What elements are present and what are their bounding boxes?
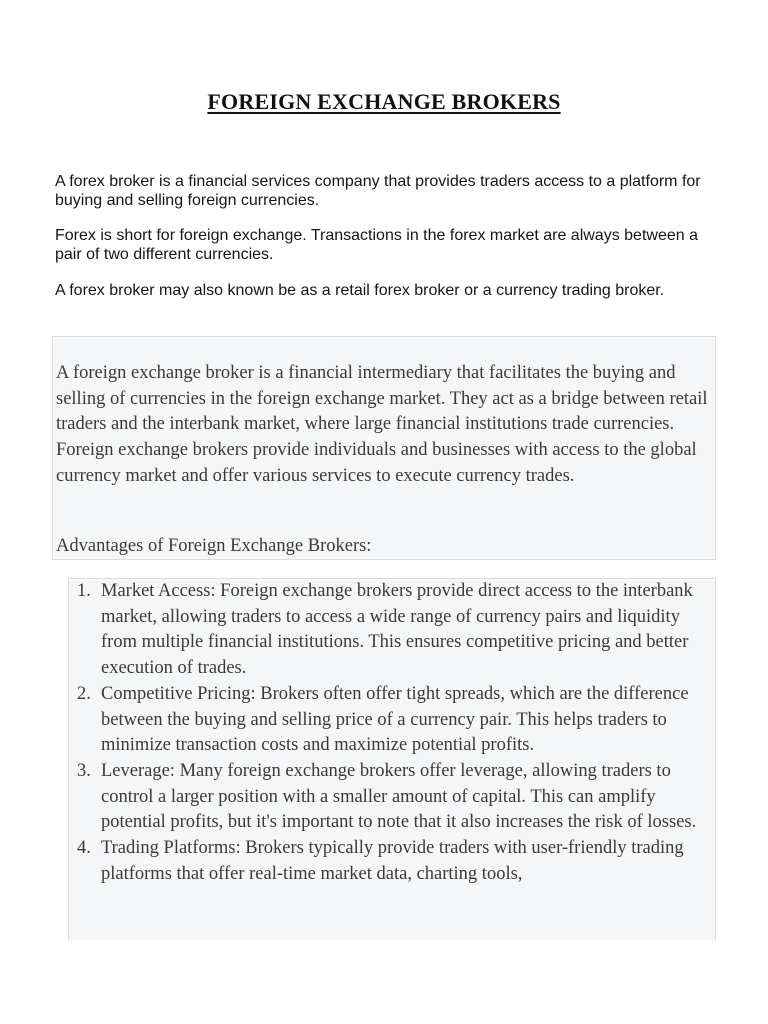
list-item-number: 2. [77,683,91,704]
intro-paragraph-3: A forex broker may also known be as a retail forex broker or a currency trading broker. [55,282,665,299]
definition-box [52,336,716,560]
advantages-box [68,578,716,940]
intro-paragraph-2: Forex is short for foreign exchange. Transactions in the forex market are always between a pair of two different currencies. [55,227,698,263]
page-title [0,88,768,116]
definition-paragraph: A foreign exchange broker is a financial intermediary that facilitates the buying and selling of currencies in the foreign exchange market. They act as a bridge between retail traders and the interbank market, where large financial institutions trade currencies. Foreign exchange brokers provide individuals and businesses with access to the global currency market and offer various services to execute currency trades. [56,363,708,486]
list-item [77,836,709,887]
list-item [77,759,709,836]
list-item [77,682,709,759]
list-item-text: Leverage: Many foreign exchange brokers offer leverage, allowing traders to control a larger position with a smaller amount of capital. This can amplify potential profits, but it's important to note that it also increases the risk of losses. [101,760,697,833]
list-item [77,579,709,682]
intro-paragraph-1: A forex broker is a financial services company that provides traders access to a platform for buying and selling foreign currencies. [55,173,701,209]
advantages-list [77,579,709,887]
list-item-number: 1. [77,581,91,601]
list-item-number: 3. [77,760,91,781]
list-item-text: Competitive Pricing: Brokers often offer tight spreads, which are the difference between the buying and selling price of a currency pair. This helps traders to minimize transaction costs and maximize potential profits. [101,683,689,756]
list-item-text: Trading Platforms: Brokers typically provide traders with user-friendly trading platforms that offer real-time market data, charting tools, [101,838,684,884]
page-title-text: FOREIGN EXCHANGE BROKERS [207,89,561,114]
list-item-number: 4. [77,838,91,859]
list-item-text: Market Access: Foreign exchange brokers provide direct access to the interbank market, allowing traders to access a wide range of currency pairs and liquidity from multiple financial institutions. This ensures competitive pricing and better execution of trades. [101,581,693,679]
advantages-heading: Advantages of Foreign Exchange Brokers: [56,536,372,556]
